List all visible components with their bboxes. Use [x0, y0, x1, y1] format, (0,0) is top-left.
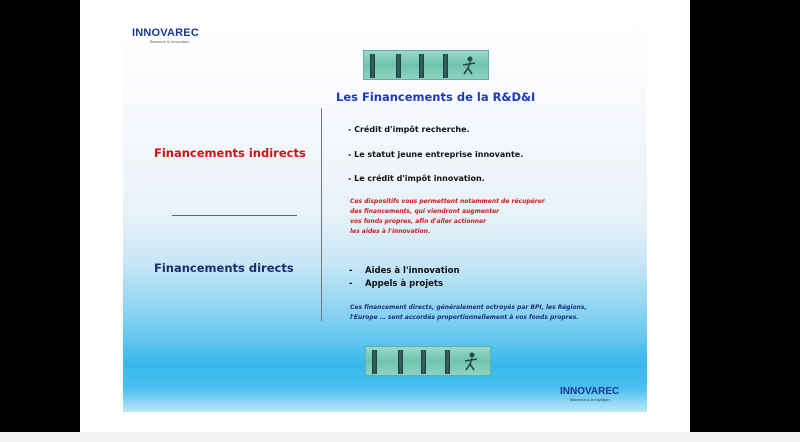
- footer-banner-image: [365, 346, 491, 376]
- bullet-appels-projets: Appels à projets: [365, 279, 444, 289]
- bullet-marker: -: [349, 279, 353, 289]
- logo-brand-text: INNOVAREC: [560, 386, 620, 397]
- vertical-divider: [321, 108, 322, 321]
- logo-brand-text: INNOVAREC: [132, 27, 199, 39]
- note-line: vos fonds propres, afin d'aller actionner: [350, 218, 487, 225]
- slide-title: Les Financements de la R&D&I: [336, 90, 536, 104]
- banner-bar: [443, 54, 448, 78]
- innovarec-logo-bottom: [560, 386, 630, 406]
- bullet-aides-innovation: Aides à l'innovation: [365, 266, 460, 276]
- banner-bar: [419, 54, 424, 78]
- banner-bar: [398, 350, 403, 374]
- left-horizontal-divider: [172, 215, 297, 216]
- heading-financements-directs: Financements directs: [154, 261, 294, 275]
- banner-bar: [372, 350, 377, 374]
- note-line: Ces financement directs, généralement octroyés par BPI, les Régions,: [350, 304, 587, 311]
- note-line: Ces dispositifs vous permettent notamment de récupérer: [350, 198, 545, 205]
- figure-icon: [460, 351, 482, 373]
- bullet-credit-impot-recherche: - Crédit d'impôt recherche.: [348, 125, 470, 134]
- note-line: les aides à l'innovation.: [350, 228, 431, 235]
- heading-financements-indirects: Financements indirects: [154, 146, 306, 160]
- note-line: l'Europe … sont accordés proportionnellement à vos fonds propres.: [350, 314, 579, 321]
- banner-bar: [445, 350, 450, 374]
- bullet-credit-impot-innovation: - Le crédit d'impôt innovation.: [348, 174, 485, 183]
- indirect-note: [350, 197, 545, 237]
- bullet-jeune-entreprise-innovante: - Le statut jeune entreprise innovante.: [348, 150, 524, 159]
- logo-tagline: Research & Innovation: [150, 40, 190, 44]
- slide-canvas: [123, 20, 647, 412]
- figure-icon: [458, 55, 480, 77]
- logo-tagline: Research & Innovation: [570, 398, 610, 402]
- note-line: des financements, qui viendront augmenter: [350, 208, 500, 215]
- viewer-bottom-bar: [0, 432, 800, 442]
- banner-bar: [370, 54, 375, 78]
- innovarec-logo-top: [132, 27, 212, 51]
- header-banner-image: [363, 50, 489, 80]
- bullet-marker: -: [349, 266, 353, 276]
- banner-bar: [396, 54, 401, 78]
- direct-note: [350, 303, 587, 323]
- banner-bar: [421, 350, 426, 374]
